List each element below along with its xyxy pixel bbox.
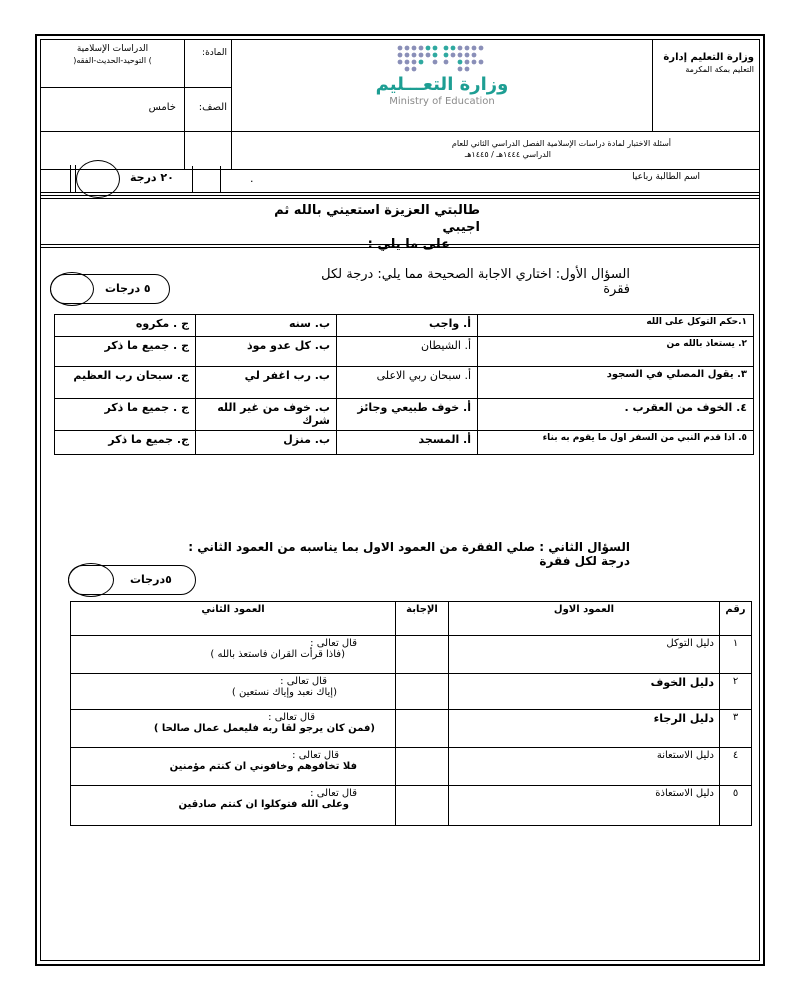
name-score-row [40, 166, 760, 193]
intro-text [240, 202, 480, 253]
intro-top-rule [40, 195, 760, 196]
verse-text: (فمن كان يرجو لقا ربه فليعمل عمال صالحا ) [153, 723, 375, 734]
intro-line2: على ما يلي : [367, 237, 450, 252]
q1-score-oval [50, 272, 94, 306]
verse-intro: قال تعالى : [310, 788, 357, 799]
verse-intro: قال تعالى : [268, 712, 315, 723]
answer-cell[interactable] [396, 636, 449, 674]
verse-text: وعلى الله فتوكلوا ان كنتم صادقين [178, 799, 349, 810]
grade-value: خامس [148, 102, 176, 113]
ministry-logo [232, 40, 652, 120]
table-row [55, 431, 754, 455]
verse-text: (إياك نعبد وإياك نستعين ) [231, 687, 337, 698]
col2-cell [71, 786, 396, 826]
col1-cell: دليل الاستعاذة [449, 786, 720, 826]
num-cell: ٤ [720, 748, 752, 786]
table-row [55, 337, 754, 367]
q1-question: ٢. يستعاذ بالله من [478, 337, 754, 367]
verse-intro: قال تعالى : [292, 750, 339, 761]
ministry-line1: وزارة التعليم إدارة [663, 52, 754, 63]
exam-title-line1: أسئلة الاختبار لمادة دراسات الإسلامية الفصل الدراسي الثاني للعام [451, 139, 671, 148]
grade-label-cell [185, 88, 232, 132]
num-cell: ٢ [720, 674, 752, 710]
col1-cell: دليل الخوف [449, 674, 720, 710]
table-row [55, 315, 754, 337]
col1-cell: دليل الرجاء [449, 710, 720, 748]
q1-title: السؤال الأول: اختاري الاجابة الصحيحة مما يلي: درجة لكل فقرة [321, 267, 630, 297]
answer-cell[interactable] [396, 748, 449, 786]
subject-value-line1: الدراسات الإسلامية [76, 44, 149, 54]
q1-opt-c[interactable]: ج . جميع ما ذكر [55, 399, 196, 431]
num-cell: ٣ [720, 710, 752, 748]
col1-cell: دليل التوكل [449, 636, 720, 674]
intro-bottom-rule-2 [40, 247, 760, 248]
table-row [71, 636, 752, 674]
ministry-line2: التعليم بمكة المكرمة [685, 65, 754, 74]
ministry-cell [653, 40, 760, 132]
exam-title-cell [232, 132, 760, 170]
col2-cell [71, 674, 396, 710]
q1-opt-a[interactable]: أ. الشيطان [337, 337, 478, 367]
grade-label: الصف: [198, 102, 227, 113]
score-divider [192, 166, 221, 192]
q1-opt-b[interactable]: ب. كل عدو موذ [196, 337, 337, 367]
q2-score-oval [68, 563, 114, 597]
q2-title: السؤال الثاني : صلي الفقرة من العمود الاول بما يناسبه من العمود الثاني : درجة لكل فقرة [188, 540, 630, 568]
empty-cell-2 [185, 132, 232, 170]
q1-question: ٣. يقول المصلي في السجود [478, 367, 754, 399]
verse-text: فلا تخافوهم وخافوني ان كنتم مؤمنين [169, 761, 357, 772]
q2-score: ٥درجات [130, 573, 172, 586]
num-cell: ٥ [720, 786, 752, 826]
answer-cell[interactable] [396, 786, 449, 826]
answer-header: الإجابة [396, 602, 449, 636]
header-table [40, 39, 760, 170]
ministry-logo-en: Ministry of Education [389, 96, 495, 107]
table-row [71, 710, 752, 748]
exam-title-line2: الدراسي ١٤٤٤هـ / ١٤٤٥هـ [464, 150, 551, 159]
q1-opt-a[interactable]: أ. واجب [337, 315, 478, 337]
q1-opt-a[interactable]: أ. سبحان ربي الاعلى [337, 367, 478, 399]
subject-label-cell [185, 40, 232, 88]
q1-opt-b[interactable]: ب. سنه [196, 315, 337, 337]
answer-cell[interactable] [396, 674, 449, 710]
q1-question: ٥. اذا قدم النبي من السفر اول ما يقوم به بناء [478, 431, 754, 455]
col2-cell [71, 710, 396, 748]
q1-question: ٤. الخوف من العقرب . [478, 399, 754, 431]
grade-value-cell [41, 88, 185, 132]
q1-opt-c[interactable]: ج. سبحان رب العظيم [55, 367, 196, 399]
q1-score: ٥ درجات [105, 282, 151, 295]
subject-value-cell [41, 40, 185, 88]
subject-label: المادة: [202, 48, 227, 58]
num-cell: ١ [720, 636, 752, 674]
intro-top-rule-2 [40, 198, 760, 199]
logo-cell [232, 40, 653, 132]
q1-question: ١.حكم التوكل على الله [478, 315, 754, 337]
col2-cell [71, 748, 396, 786]
q1-opt-c[interactable]: ج . جميع ما ذكر [55, 337, 196, 367]
q1-opt-c[interactable]: ج . مكروه [55, 315, 196, 337]
verse-intro: قال تعالى : [310, 638, 357, 649]
table-row [55, 399, 754, 431]
subject-value-line2: ) التوحيد-الحديث-الفقه( [73, 56, 152, 65]
q1-opt-b[interactable]: ب. خوف من غير الله شرك [196, 399, 337, 431]
total-score-oval [76, 160, 120, 198]
answer-cell[interactable] [396, 710, 449, 748]
table-row [71, 786, 752, 826]
score-divider-2 [220, 166, 224, 192]
q1-opt-b[interactable]: ب. رب اغفر لي [196, 367, 337, 399]
q1-opt-b[interactable]: ب. منزل [196, 431, 337, 455]
q1-table [54, 314, 754, 455]
dot-mark: . [250, 172, 254, 185]
col2-cell [71, 636, 396, 674]
student-name-label: اسم الطالبة رباعيا [632, 172, 700, 182]
q1-opt-a[interactable]: أ. خوف طبيعي وجائز [337, 399, 478, 431]
col2-header: العمود الثاني [71, 602, 396, 636]
q2-table [70, 601, 752, 826]
col1-header: العمود الاول [449, 602, 720, 636]
total-score: ٢٠ درجة [130, 171, 174, 184]
table-row [71, 748, 752, 786]
col1-cell: دليل الاستعانة [449, 748, 720, 786]
verse-text: (فاذا قرأت القران فاستعذ بالله ) [210, 649, 345, 660]
table-row [55, 367, 754, 399]
ministry-logo-dots-icon [372, 42, 512, 76]
intro-line1: طالبتي العزيزة استعيني بالله ثم اجيبي [274, 203, 480, 235]
ministry-logo-ar: وزارة التعـــليم [375, 74, 509, 95]
num-header: رقم [720, 602, 752, 636]
table-header-row [71, 602, 752, 636]
intro-bottom-rule [40, 244, 760, 245]
q1-opt-a[interactable]: أ. المسجد [337, 431, 478, 455]
q1-opt-c[interactable]: ج. جميع ما ذكر [55, 431, 196, 455]
table-row [71, 674, 752, 710]
verse-intro: قال تعالى : [280, 676, 327, 687]
